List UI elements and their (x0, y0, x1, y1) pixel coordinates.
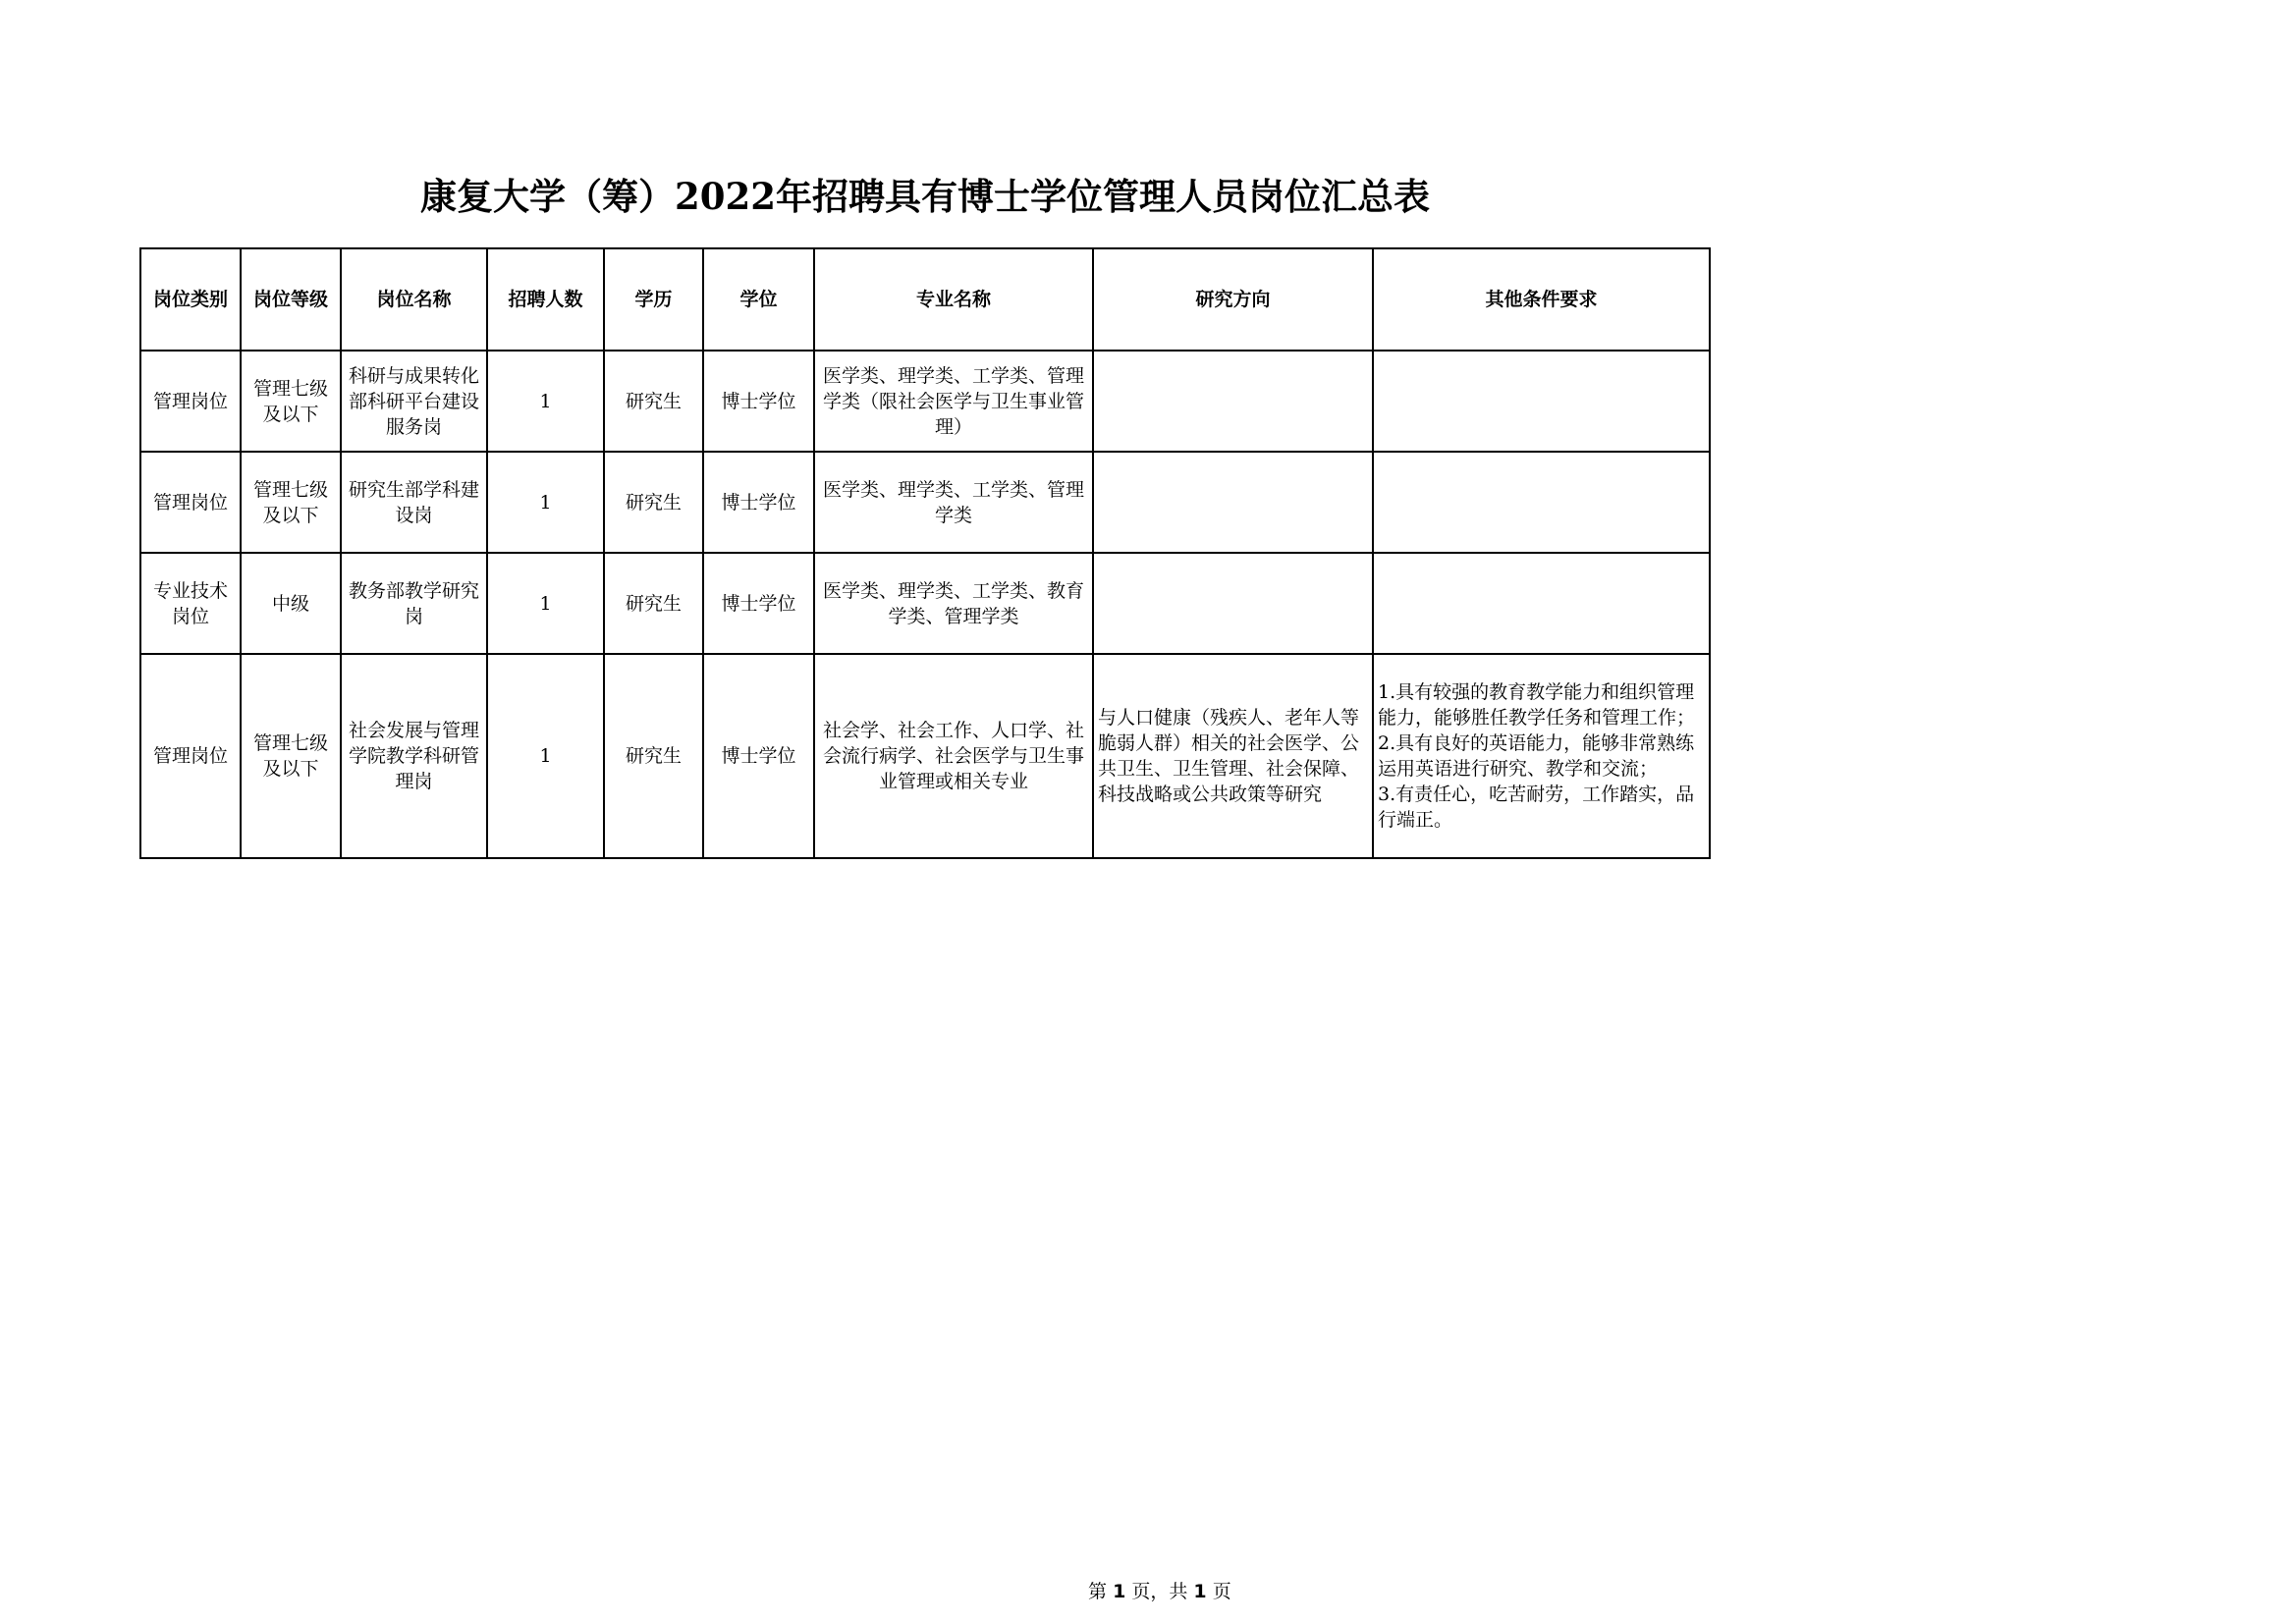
cell-count: 1 (487, 351, 604, 452)
footer-prefix: 第 (1088, 1581, 1108, 1602)
cell-count: 1 (487, 452, 604, 553)
table-header-row (140, 248, 1710, 351)
cell-other (1373, 351, 1710, 452)
cell-research (1093, 452, 1373, 553)
cell-category: 专业技术岗位 (140, 553, 241, 654)
header-count: 招聘人数 (487, 248, 604, 351)
footer-suffix: 页 (1212, 1581, 1231, 1602)
header-position: 岗位名称 (341, 248, 487, 351)
table-row (140, 654, 1710, 858)
cell-position: 社会发展与管理学院教学科研管理岗 (341, 654, 487, 858)
cell-research (1093, 553, 1373, 654)
table-row (140, 553, 1710, 654)
cell-degree: 博士学位 (703, 351, 814, 452)
cell-category: 管理岗位 (140, 452, 241, 553)
cell-research: 与人口健康（残疾人、老年人等脆弱人群）相关的社会医学、公共卫生、卫生管理、社会保障、科技战略或公共政策等研究 (1093, 654, 1373, 858)
cell-major: 医学类、理学类、工学类、管理学类 (814, 452, 1093, 553)
cell-category: 管理岗位 (140, 351, 241, 452)
cell-degree: 博士学位 (703, 553, 814, 654)
header-other: 其他条件要求 (1373, 248, 1710, 351)
cell-count: 1 (487, 553, 604, 654)
header-education: 学历 (604, 248, 703, 351)
footer-total: 1 (1193, 1581, 1207, 1602)
cell-major: 社会学、社会工作、人口学、社会流行病学、社会医学与卫生事业管理或相关专业 (814, 654, 1093, 858)
header-major: 专业名称 (814, 248, 1093, 351)
cell-position: 研究生部学科建设岗 (341, 452, 487, 553)
header-degree: 学位 (703, 248, 814, 351)
table-row (140, 351, 1710, 452)
cell-level: 管理七级及以下 (241, 351, 341, 452)
header-research: 研究方向 (1093, 248, 1373, 351)
document-title: 康复大学（筹）2022年招聘具有博士学位管理人员岗位汇总表 (420, 175, 1430, 218)
positions-table (139, 247, 1711, 859)
footer-page: 1 (1113, 1581, 1126, 1602)
header-level: 岗位等级 (241, 248, 341, 351)
cell-level: 管理七级及以下 (241, 452, 341, 553)
table-row (140, 452, 1710, 553)
cell-major: 医学类、理学类、工学类、管理学类（限社会医学与卫生事业管理） (814, 351, 1093, 452)
cell-education: 研究生 (604, 553, 703, 654)
cell-degree: 博士学位 (703, 452, 814, 553)
footer-mid: 页，共 (1131, 1581, 1188, 1602)
cell-position: 科研与成果转化部科研平台建设服务岗 (341, 351, 487, 452)
cell-major: 医学类、理学类、工学类、教育学类、管理学类 (814, 553, 1093, 654)
cell-degree: 博士学位 (703, 654, 814, 858)
cell-level: 管理七级及以下 (241, 654, 341, 858)
cell-education: 研究生 (604, 351, 703, 452)
cell-other: 1.具有较强的教育教学能力和组织管理能力，能够胜任教学任务和管理工作； 2.具有良好的英语能力，能够非常熟练运用英语进行研究、教学和交流； 3.有责任心，吃苦耐劳，工作踏实，品行端正。 (1373, 654, 1710, 858)
cell-count: 1 (487, 654, 604, 858)
cell-other (1373, 452, 1710, 553)
cell-position: 教务部教学研究岗 (341, 553, 487, 654)
header-category: 岗位类别 (140, 248, 241, 351)
cell-education: 研究生 (604, 452, 703, 553)
cell-research (1093, 351, 1373, 452)
cell-other (1373, 553, 1710, 654)
cell-level: 中级 (241, 553, 341, 654)
page-number (1088, 1577, 1231, 1603)
cell-category: 管理岗位 (140, 654, 241, 858)
cell-education: 研究生 (604, 654, 703, 858)
